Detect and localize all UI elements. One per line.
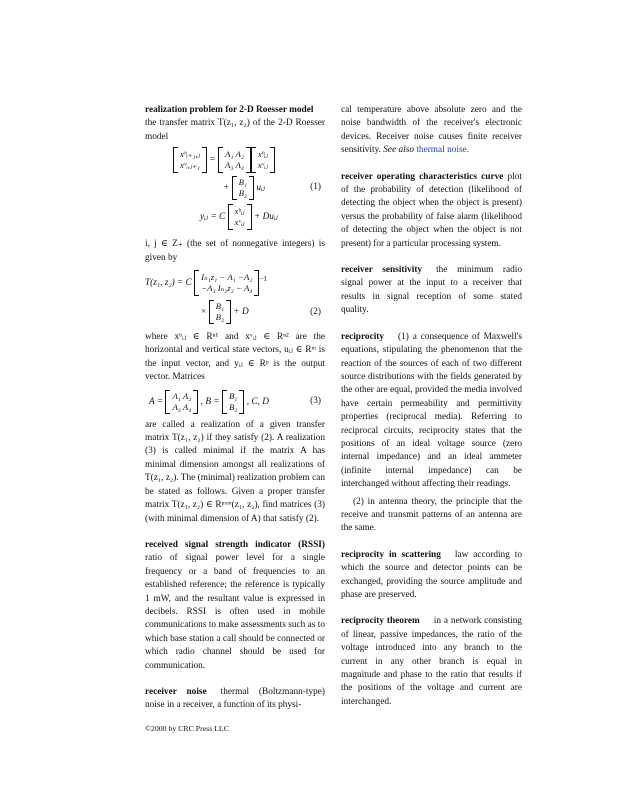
term-rssi: received signal strength indicator (RSSI) (145, 539, 325, 550)
eq2-tail: + D (233, 307, 249, 318)
eq1-u: uᵢⱼ (256, 183, 265, 194)
roc-body: plot of the probability of detection (likelihood of detecting the object when the object is present) versus the probability of false alarm (likelihood of detecting the object when the object is not present) for a particular processing system. (341, 171, 522, 249)
eq3-tail: , C, D (246, 396, 269, 407)
eq2-mat-top: Iₙ₁z₁ − A₁ −A₂ (201, 272, 253, 283)
where-text: where xʰᵢⱼ ∈ Rⁿ¹ and xᵛᵢⱼ ∈ Rⁿ² are the horizontal and vertical state vectors, uᵢⱼ ∈ Rᵐ is the input vector, and yᵢⱼ ∈ Rᵖ is the output vector. Matrices (145, 332, 325, 383)
receiver-noise-body: thermal (Boltzmann-type) noise in a receiver, a function of its physi- (145, 686, 325, 711)
eq2-tag: (2) (310, 307, 321, 318)
eq1-tag: (1) (310, 182, 321, 193)
eq2-inverse: −1 (259, 275, 267, 284)
equation-1: xʰᵢ₊₁,ⱼ xᵛᵢ,ⱼ₊₁ = A₁ A₂ A₃ A₄xʰᵢⱼ xᵛᵢⱼ + B₁ B₂ uᵢⱼ (1) yᵢⱼ = C xʰᵢⱼ xᵛᵢⱼ + Duᵢⱼ (145, 147, 325, 235)
eq1-yvec-top: xʰᵢⱼ (234, 206, 245, 217)
term-reciprocity: reciprocity (341, 331, 385, 342)
receiver-noise-continued (341, 104, 522, 158)
eq3-a: A = (149, 396, 164, 407)
eq1-b-bottom: B₂ (238, 188, 248, 199)
equation-2 (145, 270, 325, 328)
eq2-b-bottom: B₂ (215, 312, 225, 323)
eq1-lhs-bottom: xᵛᵢ,ⱼ₊₁ (180, 160, 200, 171)
eq3-tag: (3) (310, 395, 321, 406)
entry-realization (145, 104, 325, 144)
eq1-yvec-bottom: xᵛᵢⱼ (234, 217, 245, 228)
thermal-noise-link[interactable]: thermal noise. (416, 145, 470, 156)
right-column (341, 104, 522, 709)
receiver-sensitivity-body: the minimum radio signal power at the input to a receiver that results in signal reception of some stated quality. (341, 265, 522, 316)
ij-text: i, j ∈ Z₊ (the set of nonnegative integers) is given by (145, 239, 325, 263)
see-also-label: See also (383, 145, 415, 156)
receiver-noise-cont: cal temperature above absolute zero and the noise bandwidth of the receiver's electronic devices. Receiver noise causes finite receiver sensitivity. (341, 105, 522, 156)
entry-reciprocity-theorem (341, 615, 522, 709)
reciprocity-theorem-body: in a network consisting of linear, passive impedances, the ratio of the voltage introduced into any branch to the current in any other branch is equal in magnitude and phase to the ratio that results if the positions of the voltage and current are interchanged. (341, 616, 522, 707)
entry-roc (341, 171, 522, 251)
entry-receiver-sensitivity (341, 264, 522, 318)
reciprocity-body-1: (1) a consequence of Maxwell's equations, stipulating the phenomenon that the reaction of the sources of each of two different source distributions with the fields generated by the other are equal, provided the media involved have certain permeability and permittivity properties (reciprocal media). Referring to reciprocal circuits, reciprocity states that the positions of an ideal voltage source (zero internal impedance) and an ideal ammeter (infinite internal impedance) can be interchanged without affecting their readings. (341, 331, 522, 490)
equation-3 (145, 388, 325, 416)
left-column (145, 104, 325, 713)
eq1-vec-top: xʰᵢⱼ (257, 149, 268, 160)
reciprocity-in-scattering-body: law according to which the source and detector points can be exchanged, providing the source amplitude and phase are preserved. (341, 549, 522, 600)
realization-intro: the transfer matrix T(z₁, z₂) of the 2-D Roesser model (145, 118, 325, 142)
eq1-y: yᵢⱼ = C (200, 212, 226, 223)
eq1-lhs-top: xʰᵢ₊₁,ⱼ (180, 149, 201, 160)
entry-receiver-noise (145, 686, 325, 713)
eq3-bmat-top: B₁ (228, 390, 238, 401)
eq3-amat-bottom: A₃ A₄ (172, 401, 192, 412)
copyright-footer: ©2000 by CRC Press LLC (145, 724, 229, 733)
rssi-body: ratio of signal power level for a single frequency or a band of frequencies to an established reference; the reference is typically 1 mW, and the resultant value is expressed in decibels. RSSI is often used in mobile communications to make assessments such as to which base station a call should be connected or which radio channel should be used for communication. (145, 553, 325, 671)
term-receiver-sensitivity: receiver sensitivity (341, 265, 423, 276)
eq1-mat-top: A₁ A₂ (224, 149, 244, 160)
entry-reciprocity-in-scattering (341, 549, 522, 603)
eq2-lhs: T(z₁, z₂) = C (145, 278, 192, 289)
term-realization: realization problem for 2-D Roesser model (145, 105, 314, 115)
term-roc: receiver operating characteristics curve (341, 171, 504, 182)
term-reciprocity-theorem: reciprocity theorem (341, 616, 420, 627)
entry-reciprocity (341, 331, 522, 492)
reciprocity-body-2-text: (2) in antenna theory, the principle that the receive and transmit patterns of an antenna are the same. (341, 496, 522, 534)
eq1-b-top: B₁ (238, 177, 248, 188)
eq2-b-top: B₁ (215, 301, 225, 312)
realization-body: are called a realization of a given transfer matrix T(z₁, z₂) if they satisfy (2). A realization (3) is called minimal if the matrix A has minimal dimension amongst all realizations of T(z₁, z₂). The (minimal) realization problem can be stated as follows. Given a proper transfer matrix T(z₁, z₂) ∈ Rᵖˣᵐ(z₁, z₂), find matrices (3) (with minimal dimension of A) that satisfy (2). (145, 419, 325, 524)
eq1-y-tail: + Duᵢⱼ (253, 212, 278, 223)
eq1-mat-bottom: A₃ A₄ (224, 160, 244, 171)
eq2-mat-bottom: −A₃ Iₙ₂z₂ − A₄ (201, 283, 253, 294)
eq3-amat-top: A₁ A₂ (172, 390, 192, 401)
term-reciprocity-in-scattering: reciprocity in scattering (341, 549, 441, 560)
eq1-vec-bottom: xᵛᵢⱼ (257, 160, 268, 171)
eq2-times: × (201, 307, 207, 318)
entry-rssi (145, 539, 325, 673)
reciprocity-body-2 (341, 496, 522, 536)
eq3-bmat-bottom: B₂ (228, 401, 238, 412)
eq3-b: , B = (200, 396, 220, 407)
term-receiver-noise: receiver noise (145, 686, 207, 697)
